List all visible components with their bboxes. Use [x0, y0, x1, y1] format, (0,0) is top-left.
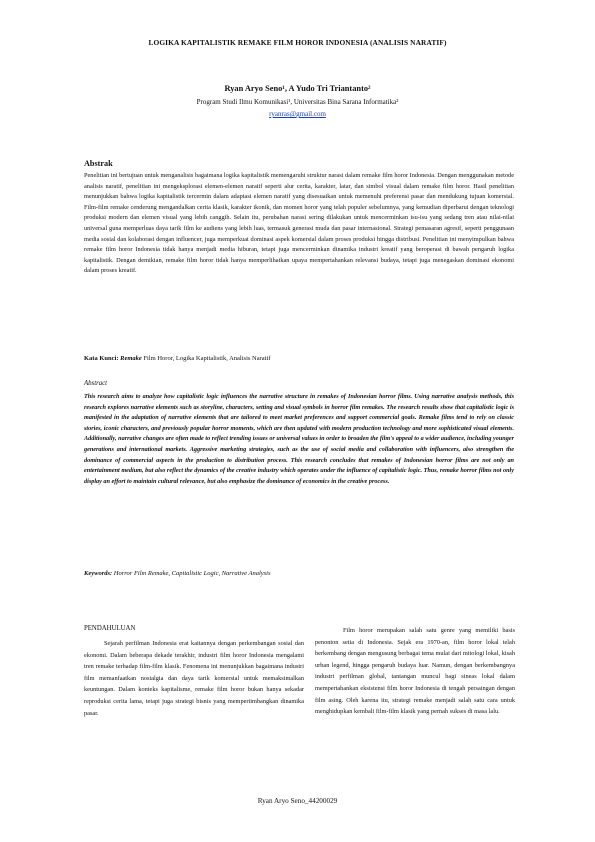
kata-kunci-first: Remake — [120, 355, 142, 362]
author-list: Ryan Aryo Seno¹, A Yudo Tri Triantanto² — [224, 84, 371, 93]
kata-kunci-rest: Film Horor, Logika Kapitalistik, Analisis Naratif — [141, 355, 271, 362]
kata-kunci-label: Kata Kunci: — [84, 355, 119, 362]
page-footer: Ryan Aryo Seno_44200029 — [257, 797, 338, 805]
abstrak-body: Penelitian ini bertujuan untuk menganalisis bagaimana logika kapitalistik memengaruhi struktur narasi dalam remake film horor Indonesia. Dengan menggunakan metode analisis naratif, penelitian ini mengeksplorasi elemen-elemen naratif seperti alur cerita, karakter, latar, dan simbol visual dalam remake film horor. Hasil penelitian menunjukkan bahwa logika kapitalistik tercermin dalam adaptasi elemen naratif yang disesuaikan untuk memenuhi preferensi pasar dan mendukung tujuan komersial. Film-film remake cenderung mengandalkan cerita klasik, karakter ikonik, dan momen horor yang telah populer sebelumnya, yang kemudian diperbarui dengan teknologi produksi modern dan elemen visual yang lebih canggih. Selain itu, perubahan narasi sering dilakukan untuk mencerminkan isu-isu yang sedang tren atau nilai-nilai universal guna memperluas daya tarik film ke audiens yang lebih luas, termasuk generasi muda dan pasar internasional. Strategi pemasaran agresif, seperti penggunaan media sosial dan kolaborasi dengan influencer, juga memperkuat dominasi aspek komersial dalam proses produksi hingga distribusi. Penelitian ini menyimpulkan bahwa remake film horor Indonesia tidak hanya menjadi media hiburan, tetapi juga mencerminkan dinamika industri kreatif yang beroperasi di bawah pengaruh logika kapitalistik. Dengan demikian, remake film horor tidak hanya memperlihatkan upaya mempertahankan relevansi budaya, tetapi juga menegaskan dominasi ekonomi dalam proses kreatif. — [84, 172, 514, 275]
intro-right-column: Film horor merupakan salah satu genre yang memiliki basis penonton setia di Indonesia. Sejak era 1970-an, film horor lokal telah berkembang dengan mengusung berbagai tema mulai dari mitologi lokal, kisah urban legend, hingga pengaruh budaya luar. Namun, dengan berkembangnya industri perfilman global, tantangan muncul bagi sineas lokal dalam mempertahankan eksistensi film horor Indonesia di tengah persaingan dengan film asing. Oleh karena itu, strategi remake menjadi salah satu cara untuk menghidupkan kembali film-film klasik yang pernah sukses di masa lalu. — [315, 627, 515, 716]
intro-left-column: Sejarah perfilman Indonesia erat kaitannya dengan perkembangan sosial dan ekonomi. Dalam beberapa dekade terakhir, industri film horor Indonesia mengalami tren remake terhadap film-film klasik. Fenomena ini menunjukkan bagaimana industri film memanfaatkan nostalgia dan daya tarik komersial untuk memaksimalkan keuntungan. Dalam konteks kapitalisme, remake film horor bukan hanya sekadar reproduksi cerita lama, tetapi juga strategi bisnis yang mempertimbangkan dinamika pasar. — [84, 640, 304, 717]
abstract-heading: Abstract — [84, 380, 108, 387]
paper-title: LOGIKA KAPITALISTIK REMAKE FILM HOROR INDONESIA (ANALISIS NARATIF) — [148, 38, 447, 47]
keywords-label: Keywords: — [84, 570, 113, 577]
author-affiliation: Program Studi Ilmu Komunikasi¹, Universitas Bina Sarana Informatika² — [196, 98, 399, 106]
abstrak-heading: Abstrak — [84, 159, 113, 168]
keywords-line — [84, 570, 514, 577]
abstract-body: This research aims to analyze how capitalistic logic influences the narrative structure in remakes of Indonesian horror films. Using narrative analysis methods, this research explores narrative elements such as storyline, characters, setting and visual symbols in horror film remakes. The research results show that capitalistic logic is manifested in the adaptation of narrative elements that are tailored to meet market preferences and support commercial goals. Remake films tend to rely on classic stories, iconic characters, and previously popular horror moments, which are then updated with modern production technology and more sophisticated visual elements. Additionally, narrative changes are often made to reflect trending issues or universal values in order to broaden the film's appeal to a wider audience, including younger generations and international markets. Aggressive marketing strategies, such as the use of social media and collaboration with influencers, also strengthen the dominance of commercial aspects in the production to distribution process. This research concludes that remakes of Indonesian horror films are not only an entertainment medium, but also reflect the dynamics of the creative industry which operates under the influence of capitalistic logic. Thus, remake horror films not only display an effort to maintain cultural relevance, but also emphasize the dominance of economics in the creative process. — [84, 393, 514, 485]
author-email-link[interactable]: ryanras@gmail.com — [269, 110, 326, 118]
section-heading: PENDAHULUAN — [84, 625, 136, 632]
keywords-body: Horror Film Remake, Capitalistic Logic, Narrative Analysis — [113, 570, 271, 577]
kata-kunci-line — [84, 355, 514, 362]
